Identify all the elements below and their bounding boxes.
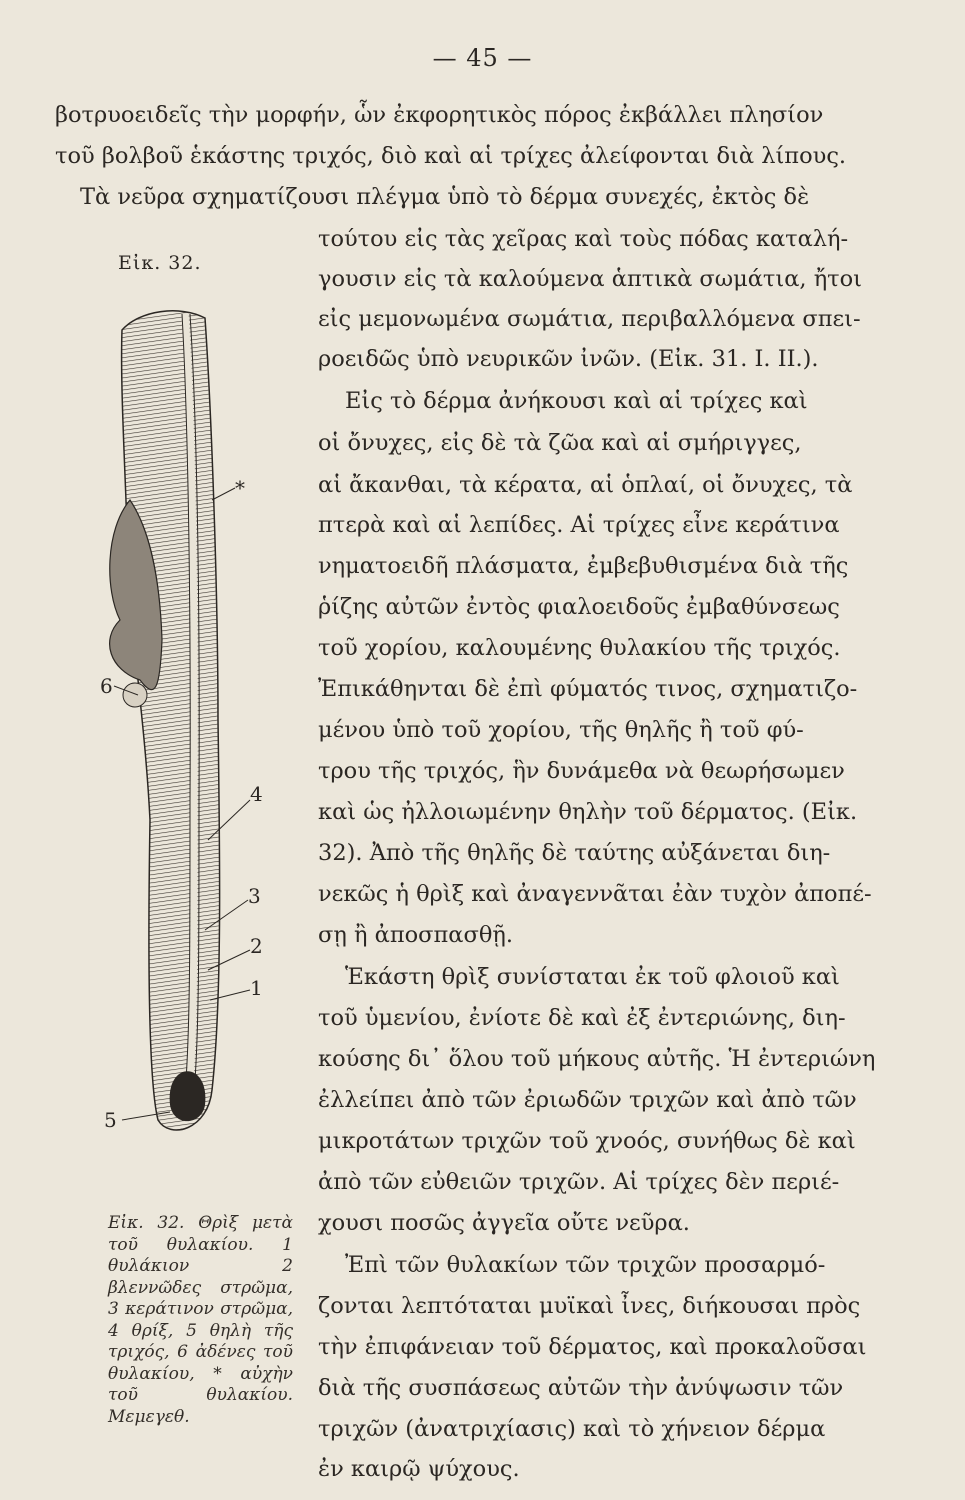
- text-line: τρου τῆς τριχός, ἣν δυνάμεθα νὰ θεωρήσωμεν: [318, 758, 845, 784]
- text-line: τοῦ ὑμενίου, ἐνίοτε δὲ καὶ ἐξ ἐντεριώνης, διη-: [318, 1005, 846, 1031]
- page-number: — 45 —: [432, 44, 533, 72]
- text-line: ῥίζης αὐτῶν ἐντὸς φιαλοειδοῦς ἐμβαθύνσεως: [318, 594, 840, 620]
- text-line: γουσιν εἰς τὰ καλούμενα ἁπτικὰ σωμάτια, ἤτοι: [318, 266, 862, 292]
- marker-label: *: [235, 476, 245, 500]
- text-line: μικροτάτων τριχῶν τοῦ χνοός, συνήθως δὲ καὶ: [318, 1128, 856, 1154]
- figure-label: Εἰκ. 32.: [118, 252, 202, 274]
- text-line: Ἐπὶ τῶν θυλακίων τῶν τριχῶν προσαρμό-: [345, 1252, 826, 1278]
- text-line: διὰ τῆς συσπάσεως αὐτῶν τὴν ἀνύψωσιν τῶν: [318, 1375, 844, 1401]
- text-line: νηματοειδῆ πλάσματα, ἐμβεβυθισμένα διὰ τῆς: [318, 553, 849, 579]
- text-line: νεκῶς ἡ θρὶξ καὶ ἀναγεννᾶται ἐὰν τυχὸν ἀποπέ-: [318, 881, 872, 907]
- marker-label: 3: [248, 884, 261, 908]
- text-line: ἀπὸ τῶν εὐθειῶν τριχῶν. Αἱ τρίχες δὲν περιέ-: [318, 1169, 840, 1195]
- marker-label: 5: [104, 1108, 117, 1132]
- text-line: τοῦ χορίου, καλουμένης θυλακίου τῆς τριχός.: [318, 635, 841, 661]
- text-line: μένου ὑπὸ τοῦ χορίου, τῆς θηλῆς ἢ τοῦ φύ-: [318, 717, 804, 743]
- marker-label: 4: [250, 782, 263, 806]
- marker-label: 1: [250, 976, 263, 1000]
- text-line: καὶ ὡς ἠλλοιωμένην θηλὴν τοῦ δέρματος. (Εἰκ.: [318, 799, 858, 825]
- text-line: τριχῶν (ἀνατριχίασις) καὶ τὸ χήνειον δέρμα: [318, 1416, 826, 1442]
- text-line: ροειδῶς ὑπὸ νευρικῶν ἰνῶν. (Εἰκ. 31. Ι. ΙΙ.).: [318, 346, 819, 372]
- text-line: πτερὰ καὶ αἱ λεπίδες. Αἱ τρίχες εἶνε κεράτινα: [318, 512, 840, 538]
- text-line: τοῦ βολβοῦ ἑκάστης τριχός, διὸ καὶ αἱ τρίχες ἀλείφονται διὰ λίπους.: [55, 143, 847, 169]
- text-line: ἐλλείπει ἀπὸ τῶν ἐριωδῶν τριχῶν καὶ ἀπὸ τῶν: [318, 1087, 857, 1113]
- figure-caption: Εἰκ. 32. Θρὶξ μετὰ τοῦ θυλακίου. 1 θυλάκιον 2 βλεννῶδες στρῶμα, 3 κεράτινον στρῶμα, 4 θρίξ, 5 θηλὴ τῆς τριχός, 6 ἀδένες τοῦ θυλακίου, * αὐχὴν τοῦ θυλακίου. Μεμεγεθ.: [108, 1213, 293, 1427]
- text-line: τούτου εἰς τὰς χεῖρας καὶ τοὺς πόδας καταλή-: [318, 226, 849, 252]
- text-line: 32). Ἀπὸ τῆς θηλῆς δὲ ταύτης αὐξάνεται διη-: [318, 840, 831, 866]
- text-line: οἱ ὄνυχες, εἰς δὲ τὰ ζῶα καὶ αἱ σμήριγγες,: [318, 430, 802, 456]
- text-line: σῃ ἢ ἀποσπασθῇ.: [318, 922, 514, 948]
- text-line: Ἑκάστη θρὶξ συνίσταται ἐκ τοῦ φλοιοῦ καὶ: [345, 964, 840, 990]
- text-line: τὴν ἐπιφάνειαν τοῦ δέρματος, καὶ προκαλοῦσαι: [318, 1334, 867, 1360]
- marker-label: 2: [250, 934, 263, 958]
- text-line: αἱ ἄκανθαι, τὰ κέρατα, αἱ ὁπλαί, οἱ ὄνυχες, τὰ: [318, 472, 853, 498]
- text-line: ἐν καιρῷ ψύχους.: [318, 1456, 520, 1482]
- text-line: Εἰς τὸ δέρμα ἀνήκουσι καὶ αἱ τρίχες καὶ: [345, 388, 808, 414]
- text-line: Ἐπικάθηνται δὲ ἐπὶ φύματός τινος, σχηματιζο-: [318, 676, 858, 702]
- hair-follicle-illustration: [100, 300, 310, 1180]
- text-line: βοτρυοειδεῖς τὴν μορφήν, ὧν ἐκφορητικὸς πόρος ἐκβάλλει πλησίον: [55, 102, 824, 128]
- text-line: εἰς μεμονωμένα σωμάτια, περιβαλλόμενα σπει-: [318, 306, 861, 332]
- text-line: χουσι ποσῶς ἀγγεῖα οὔτε νεῦρα.: [318, 1210, 690, 1236]
- text-line: Τὰ νεῦρα σχηματίζουσι πλέγμα ὑπὸ τὸ δέρμα συνεχές, ἐκτὸς δὲ: [80, 184, 810, 210]
- marker-label: 6: [100, 674, 113, 698]
- text-line: ζονται λεπτόταται μυϊκαὶ ἶνες, διήκουσαι πρὸς: [318, 1293, 861, 1319]
- text-line: κούσης δι᾽ ὅλου τοῦ μήκους αὐτῆς. Ἡ ἐντεριώνη: [318, 1046, 876, 1072]
